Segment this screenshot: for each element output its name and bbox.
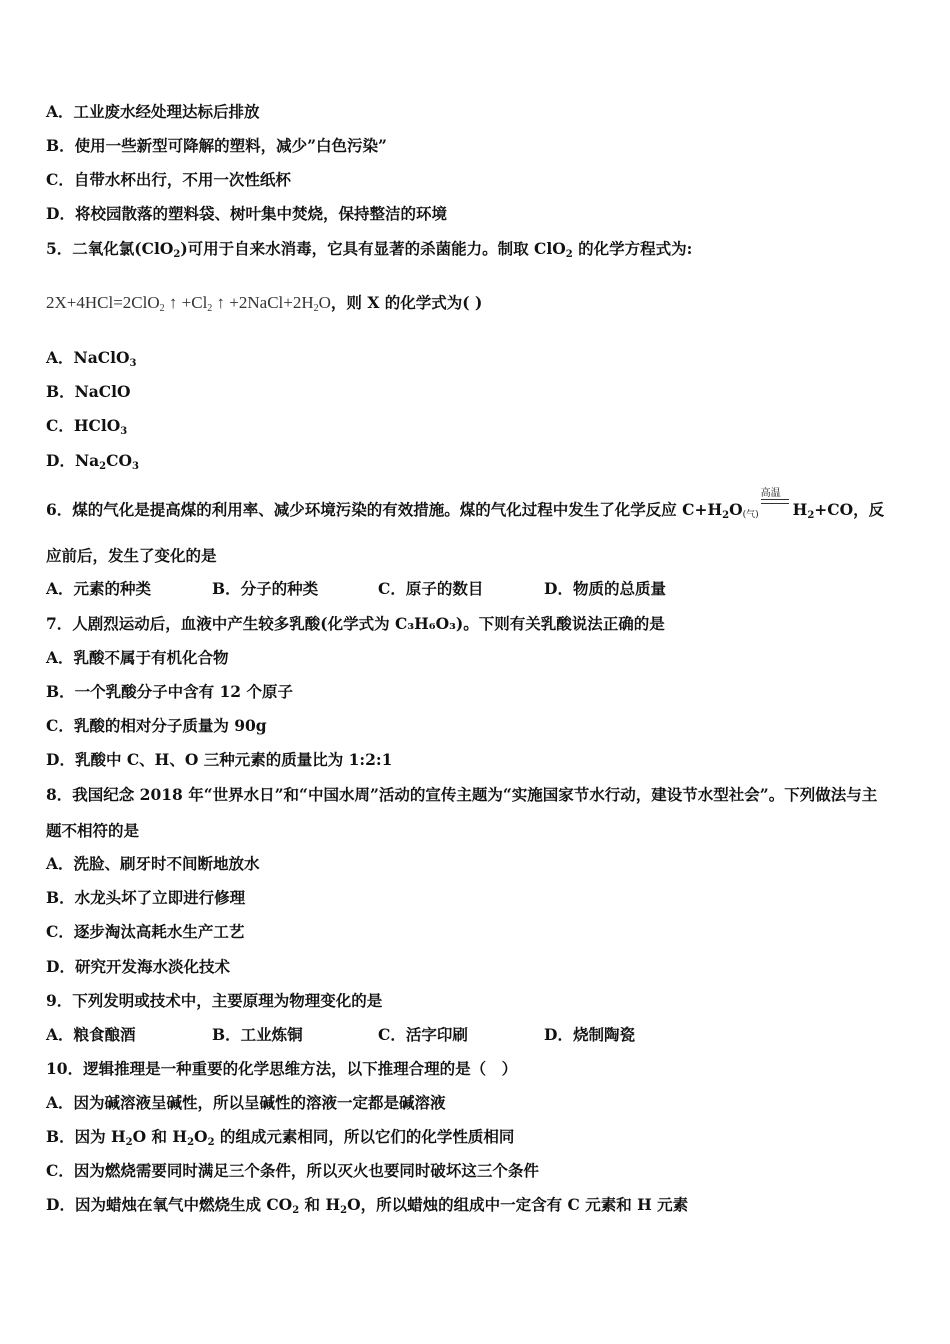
q8-option-d: D．研究开发海水淡化技术	[46, 957, 230, 976]
q9-option-b: B．工业炼铜	[212, 1025, 303, 1044]
q5-option-d: D．$Na_2CO_3$	[46, 451, 139, 472]
q9-option-c: C．活字印刷	[378, 1025, 468, 1044]
q5-option-b: B．NaClO	[46, 382, 131, 401]
q5-question: ，则 X 的化学式为( )	[330, 293, 483, 312]
q9-option-a: A．粮食酿酒	[46, 1025, 136, 1044]
reaction-condition-arrow: 高温	[759, 495, 793, 517]
q9-stem: 9．下列发明或技术中，主要原理为物理变化的是	[46, 991, 383, 1010]
q5-stem: 5．二氧化氯(ClO$_2$)可用于自来水消毒，它具有显著的杀菌能力。制取 ClO$_2$ 的化学方程式为:	[46, 239, 693, 260]
q5-option-c: C．HClO$_3$	[46, 416, 128, 437]
q4-option-c: C．自带水杯出行，不用一次性纸杯	[46, 170, 291, 189]
q6-option-a: A．元素的种类	[46, 579, 152, 598]
q9-option-d: D．烧制陶瓷	[544, 1025, 635, 1044]
q10-option-a: A．因为碱溶液呈碱性，所以呈碱性的溶液一定都是碱溶液	[46, 1093, 446, 1112]
q10-option-c: C．因为燃烧需要同时满足三个条件，所以灭火也要同时破坏这三个条件	[46, 1161, 539, 1180]
q7-option-a: A．乳酸不属于有机化合物	[46, 648, 229, 667]
q5-equation-line	[46, 292, 482, 320]
q6-stem: 6．煤的气化是提高煤的利用率、减少环境污染的有效措施。煤的气化过程中发生了化学反应 $C+H_2O$(气) 高温 $H_2+CO$，反	[46, 488, 885, 521]
q6-option-d: D．物质的总质量	[544, 579, 666, 598]
q8-option-c: C．逐步淘汰高耗水生产工艺	[46, 922, 245, 941]
q4-option-a: A．工业废水经处理达标后排放	[46, 102, 260, 121]
q7-option-b: B．一个乳酸分子中含有 12 个原子	[46, 682, 293, 701]
q6-stem-continued: 应前后，发生了变化的是	[46, 546, 217, 565]
q10-option-d: D．因为蜡烛在氧气中燃烧生成 $CO_2$ 和 $H_2O$，所以蜡烛的组成中一定含有 C 元素和 H 元素	[46, 1195, 689, 1216]
q4-option-d: D．将校园散落的塑料袋、树叶集中焚烧，保持整洁的环境	[46, 204, 447, 223]
q10-option-b: B．因为 $H_2O$ 和 $H_2O_2$ 的组成元素相同，所以它们的化学性质相同	[46, 1127, 515, 1148]
q8-option-b: B．水龙头坏了立即进行修理	[46, 888, 246, 907]
q8-stem: 8．我国纪念 2018 年“世界水日”和“中国水周”活动的宣传主题为“实施国家节水行动，建设节水型社会”。下列做法与主	[46, 785, 878, 804]
q9-options	[46, 1024, 635, 1046]
q7-stem: 7．人剧烈运动后，血液中产生较多乳酸(化学式为 C₃H₆O₃)。下则有关乳酸说法正确的是	[46, 614, 665, 633]
q10-stem: 10．逻辑推理是一种重要的化学思维方法，以下推理合理的是（ ）	[46, 1059, 518, 1078]
q4-option-b: B．使用一些新型可降解的塑料，减少”白色污染”	[46, 136, 387, 155]
q6-option-b: B．分子的种类	[212, 579, 319, 598]
q5-option-a: A．NaClO$_3$	[46, 348, 137, 369]
q5-equation: 2X+4HCl=2ClO$_2$ ↑ $+Cl_2$ ↑ $+2NaCl+2H_2O$	[46, 293, 331, 314]
q6-option-c: C．原子的数目	[378, 579, 484, 598]
q7-option-d: D．乳酸中 C、H、O 三种元素的质量比为 1:2:1	[46, 750, 393, 769]
q8-stem-continued: 题不相符的是	[46, 821, 140, 840]
q8-option-a: A．洗脸、刷牙时不间断地放水	[46, 854, 260, 873]
q6-options	[46, 578, 666, 600]
q7-option-c: C．乳酸的相对分子质量为 90g	[46, 716, 267, 735]
